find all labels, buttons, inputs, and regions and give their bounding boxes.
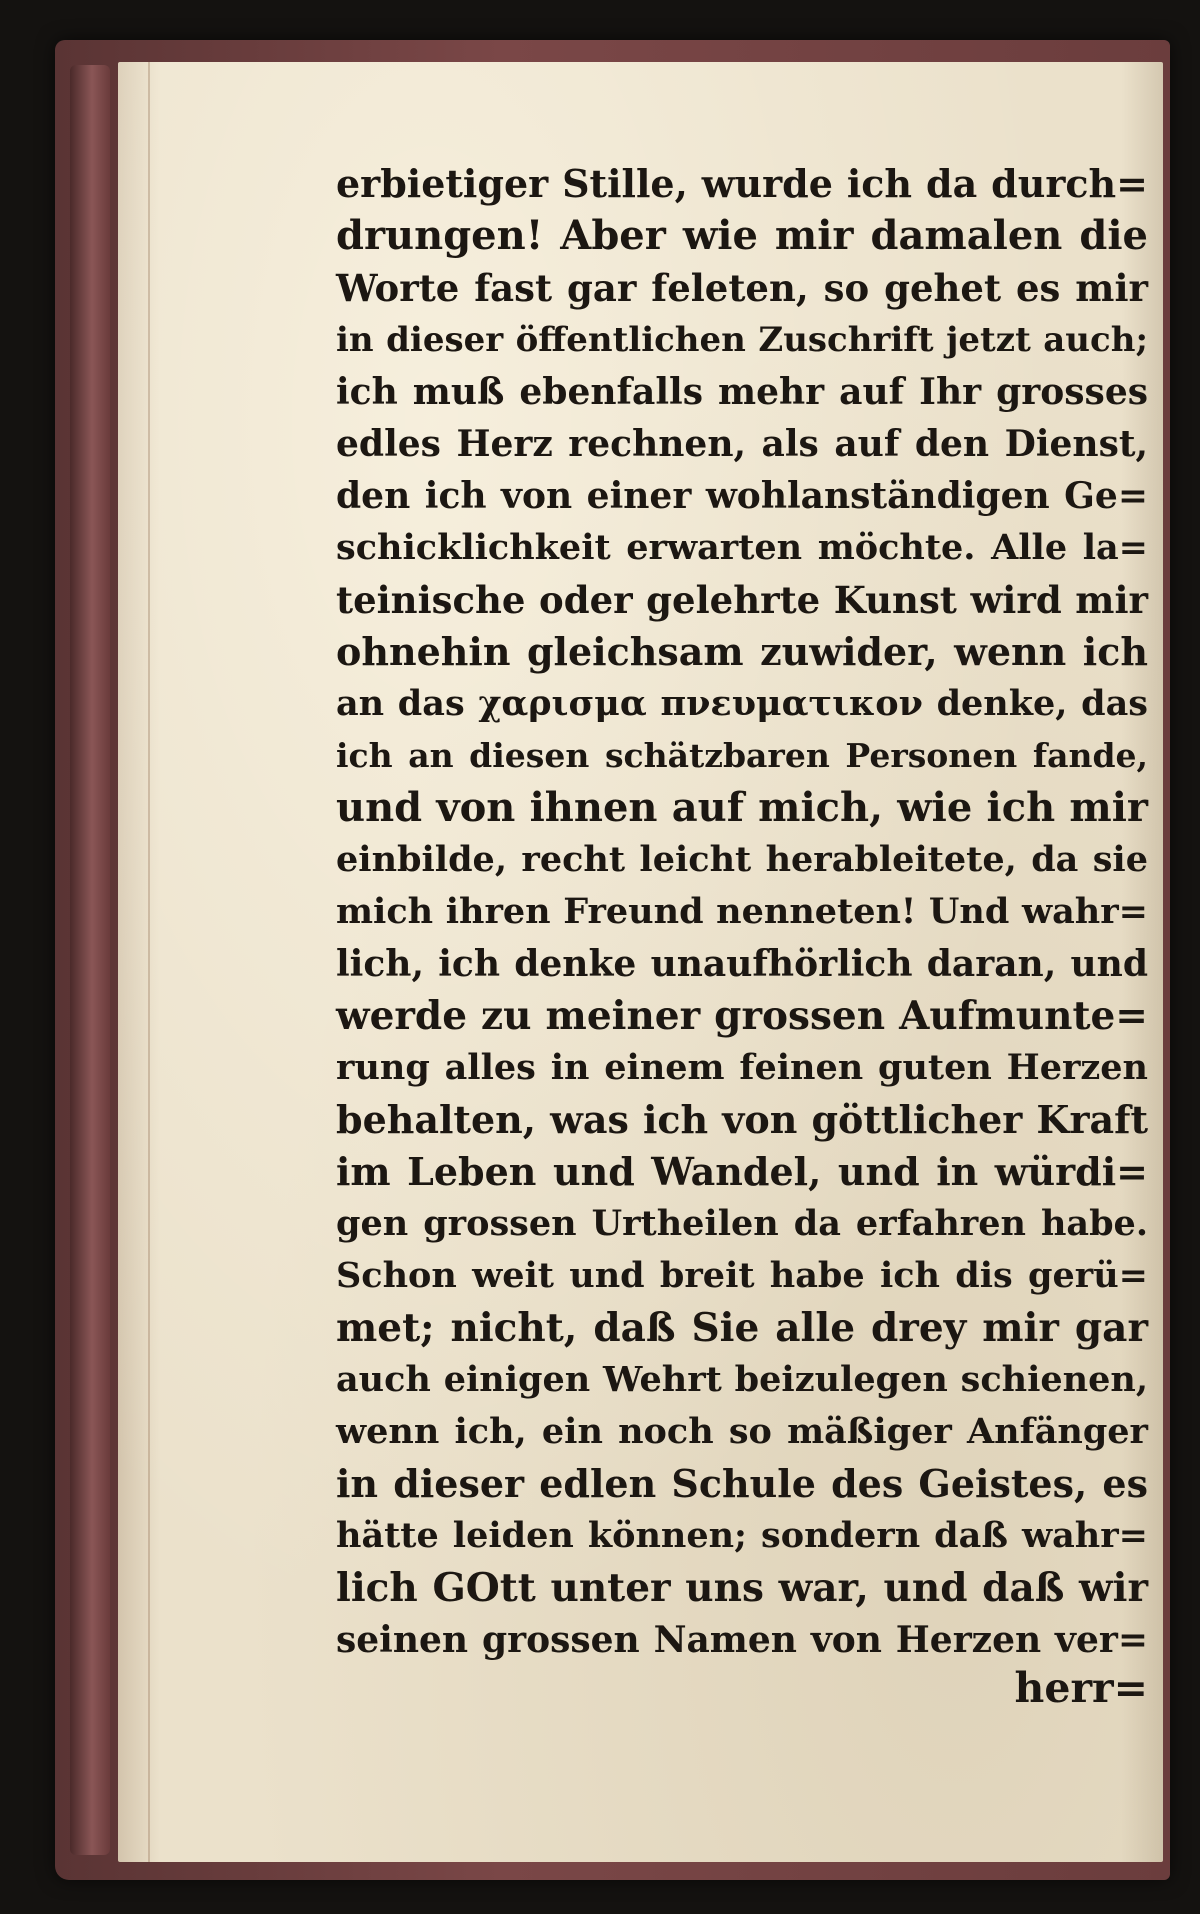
text-line-3: Worte fast gar feleten, so gehet es mir <box>336 266 1148 310</box>
text-line-24: auch einigen Wehrt beizulegen schienen, <box>336 1359 1148 1400</box>
body-text <box>336 158 1148 1666</box>
text-line-2: drungen! Aber wie mir damalen die <box>336 212 1148 259</box>
text-line-12: ich an diesen schätzbaren Personen fande, <box>336 736 1148 775</box>
text-line-10: ohnehin gleichsam zuwider, wenn ich <box>336 629 1148 674</box>
text-line-22: Schon weit und breit habe ich dis gerü= <box>336 1255 1148 1296</box>
page-gutter <box>148 62 150 1862</box>
text-line-21: gen grossen Urtheilen da erfahren habe. <box>336 1203 1148 1244</box>
text-line-1: erbietiger Stille, wurde ich da durch= <box>336 161 1148 206</box>
text-line-20: im Leben und Wandel, und in würdi= <box>336 1149 1148 1194</box>
text-line-7: den ich von einer wohlanständigen Ge= <box>336 475 1148 517</box>
text-line-14: einbilde, recht leicht herableitete, da sie <box>336 839 1148 880</box>
text-line-16: lich, ich denke unaufhörlich daran, und <box>336 943 1148 985</box>
text-line-5: ich muß ebenfalls mehr auf Ihr grosses <box>336 371 1148 413</box>
text-line-27: hätte leiden können; sondern daß wahr= <box>336 1515 1148 1556</box>
text-line-23: met; nicht, daß Sie alle drey mir gar <box>336 1305 1148 1351</box>
text-line-18: rung alles in einem feinen guten Herzen <box>336 1047 1148 1088</box>
text-line-9: teinische oder gelehrte Kunst wird mir <box>336 578 1148 622</box>
text-line-11: an das χαρισμα πνευματικον denke, das <box>336 683 1148 724</box>
text-line-15: mich ihren Freund nenneten! Und wahr= <box>336 891 1148 932</box>
text-line-17: werde zu meiner grossen Aufmunte= <box>336 993 1148 1039</box>
text-line-28: lich GOtt unter uns war, und daß wir <box>336 1565 1148 1611</box>
text-line-29: seinen grossen Namen von Herzen ver= <box>336 1619 1148 1661</box>
text-line-19: behalten, was ich von göttlicher Kraft <box>336 1097 1148 1142</box>
book-spine-edge <box>70 65 110 1855</box>
catchword: herr= <box>1014 1664 1148 1712</box>
text-line-26: in dieser edlen Schule des Geistes, es <box>336 1461 1148 1506</box>
text-line-13: und von ihnen auf mich, wie ich mir <box>336 784 1148 831</box>
text-line-8: schicklichkeit erwarten möchte. Alle la= <box>336 527 1148 568</box>
text-line-25: wenn ich, ein noch so mäßiger Anfänger <box>336 1411 1148 1452</box>
text-line-4: in dieser öffentlichen Zuschrift jetzt auch; <box>336 320 1148 360</box>
text-line-6: edles Herz rechnen, als auf den Dienst, <box>336 423 1148 465</box>
